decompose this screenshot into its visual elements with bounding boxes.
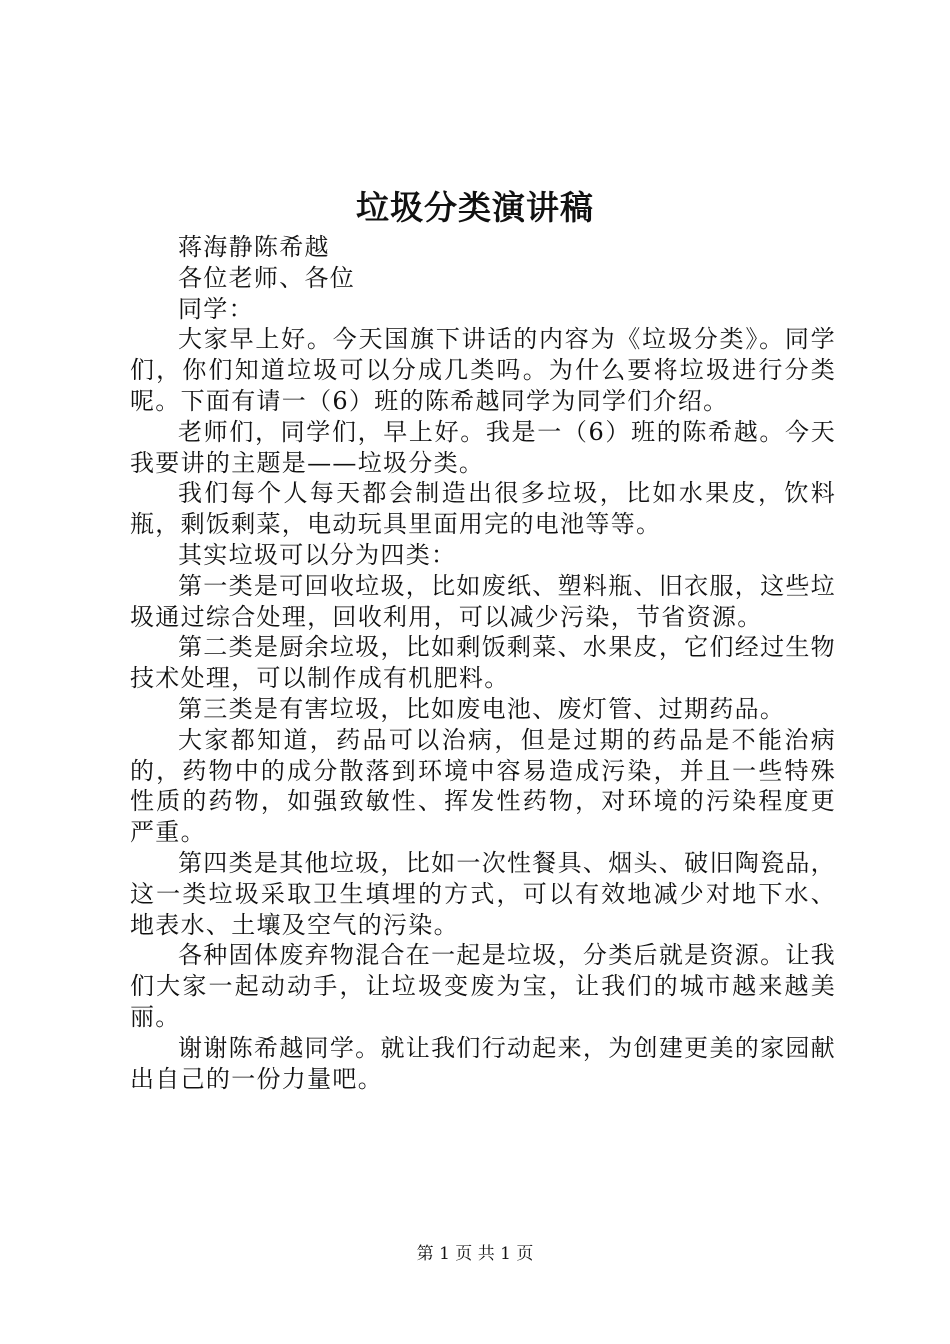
paragraph: 第一类是可回收垃圾，比如废纸、塑料瓶、旧衣服，这些垃圾通过综合处理，回收利用，可以减少污染，节省资源。 xyxy=(130,571,836,631)
author-line: 蒋海静陈希越 xyxy=(178,233,330,261)
salutation-line-1: 各位老师、各位 xyxy=(178,263,356,292)
document-title: 垃圾分类演讲稿 xyxy=(356,188,594,227)
paragraph: 大家早上好。今天国旗下讲话的内容为《垃圾分类》。同学们，你们知道垃圾可以分成几类吗。为什么要将垃圾进行分类呢。下面有请一（6）班的陈希越同学为同学们介绍。 xyxy=(130,325,836,415)
paragraph: 第四类是其他垃圾，比如一次性餐具、烟头、破旧陶瓷品，这一类垃圾采取卫生填埋的方式，可以有效地减少对地下水、地表水、土壤及空气的污染。 xyxy=(130,848,836,939)
paragraph: 其实垃圾可以分为四类： xyxy=(178,540,457,569)
page-footer: 第 1 页 共 1 页 xyxy=(416,1244,534,1264)
paragraph: 第二类是厨余垃圾，比如剩饭剩菜、水果皮，它们经过生物技术处理，可以制作成有机肥料。 xyxy=(130,633,836,693)
paragraph: 老师们，同学们，早上好。我是一（6）班的陈希越。今天我要讲的主题是——垃圾分类。 xyxy=(130,417,836,477)
document-body xyxy=(130,232,836,1094)
paragraph: 大家都知道，药品可以治病，但是过期的药品是不能治病的，药物中的成分散落到环境中容易造成污染，并且一些特殊性质的药物，如强致敏性、挥发性药物，对环境的污染程度更严重。 xyxy=(130,725,836,847)
paragraph: 谢谢陈希越同学。就让我们行动起来，为创建更美的家园献出自己的一份力量吧。 xyxy=(130,1033,836,1093)
salutation-line-2: 同学： xyxy=(178,294,254,323)
paragraph: 我们每个人每天都会制造出很多垃圾，比如水果皮，饮料瓶，剩饭剩菜，电动玩具里面用完的电池等等。 xyxy=(130,479,836,539)
paragraph: 第三类是有害垃圾，比如废电池、废灯管、过期药品。 xyxy=(178,694,786,723)
paragraph: 各种固体废弃物混合在一起是垃圾，分类后就是资源。让我们大家一起动动手，让垃圾变废为宝，让我们的城市越来越美丽。 xyxy=(130,941,836,1031)
